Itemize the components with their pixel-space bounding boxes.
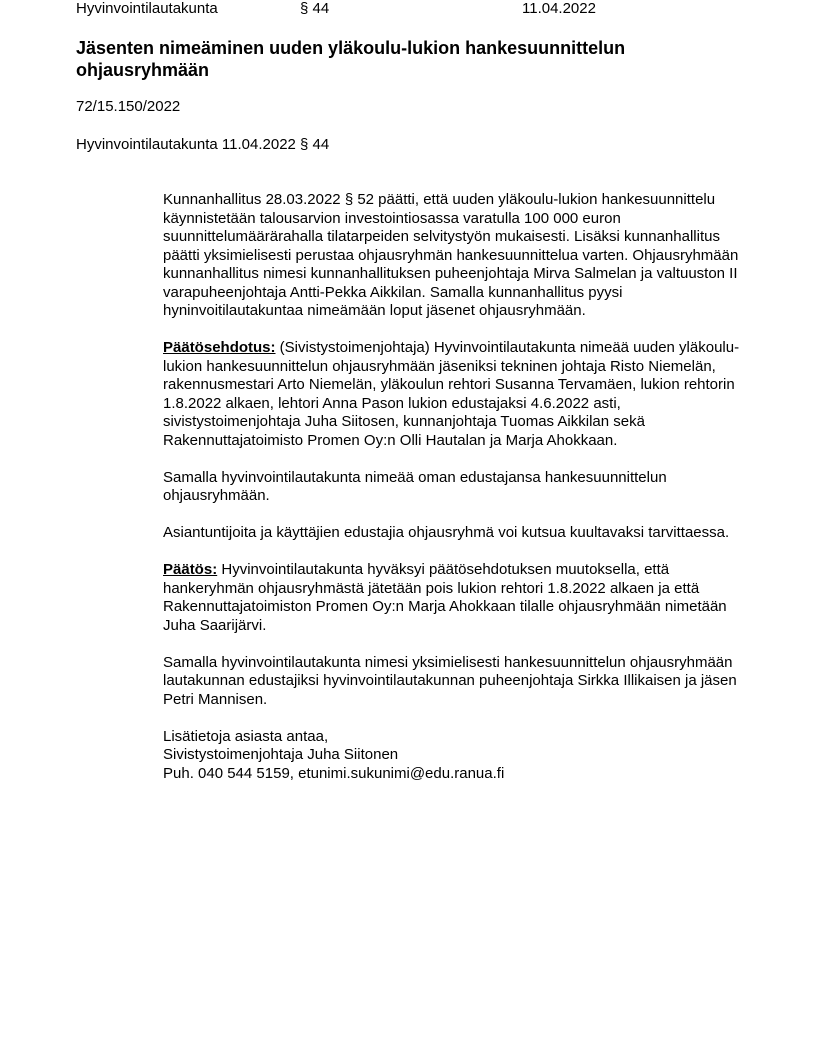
document-body [163,191,748,802]
contact-intro: Lisätietoja asiasta antaa, [163,727,329,745]
document-title: Jäsenten nimeäminen uuden yläkoulu-lukion hankesuunnittelun ohjausryhmään [76,38,626,80]
background-paragraph: Kunnanhallitus 28.03.2022 § 52 päätti, että uuden yläkoulu-lukion hankesuunnittelu käynnistetään talousarvion investointiosassa varatulla 100 000 euron suunnittelumäärärahalla tilatarpeiden selvitystyön mukaisesti. Lisäksi kunnanhallitus päätti yksimielisesti perustaa ohjausryhmän hankesuunnittelua varten. Ohjausryhmään kunnanhallitus nimesi kunnanhallituksen puheenjohtaja Mirva Salmelan ja valtuuston II varapuheenjohtaja Antti-Pekka Aikkilan. Samalla kunnanhallitus pyysi hyninvoitilautakuntaa nimeämään loput jäsenet ohjausryhmään. [163,191,739,319]
proposal-text: (Sivistystoimenjohtaja) Hyvinvointilautakunta nimeää uuden yläkoulu-lukion hankesuunnittelun ohjausryhmään jäseniksi tekninen johtaja Risto Niemelän, rakennusmestari Arto Niemelän, yläkoulun rehtori Susanna Tervamäen, lukion rehtorin 1.8.2022 alkaen, lehtori Anna Pason lukion edustajaksi 4.6.2022 asti, sivistystoimenjohtaja Juha Siitosen, kunnanjohtaja Tuomas Aikkilan sekä Rakennuttajatoimisto Promen Oy:n Olli Hautalan ja Marja Ahokkaan. [163,339,740,449]
proposal-extra-paragraph: Samalla hyvinvointilautakunta nimeää oman edustajansa hankesuunnittelun ohjausryhmään. [163,468,667,504]
contact-block [163,728,748,784]
proposal-paragraph [163,339,748,450]
meeting-line: Hyvinvointilautakunta 11.04.2022 § 44 [76,136,330,153]
header-section: § 44 [300,0,330,17]
decision-label: Päätös: [163,561,218,578]
proposal-label: Päätösehdotus: [163,339,276,356]
contact-details: Puh. 040 544 5159, etunimi.sukunimi@edu.ranua.fi [163,764,505,782]
contact-person: Sivistystoimenjohtaja Juha Siitonen [163,746,399,763]
page-header [0,0,816,20]
header-organization: Hyvinvointilautakunta [76,0,218,17]
decision-paragraph [163,561,748,635]
reference-number: 72/15.150/2022 [76,98,181,115]
experts-paragraph: Asiantuntijoita ja käyttäjien edustajia ohjausryhmä voi kutsua kuultavaksi tarvittaessa. [163,524,730,541]
header-date: 11.04.2022 [522,0,596,17]
decision-extra-paragraph: Samalla hyvinvointilautakunta nimesi yksimielisesti hankesuunnittelun ohjausryhmään lautakunnan edustajiksi hyvinvointilautakunnan puheenjohtaja Sirkka Illikaisen ja jäsen Petri Mannisen. [163,653,737,708]
decision-text: Hyvinvointilautakunta hyväksyi päätösehdotuksen muutoksella, että hankeryhmän ohjausryhmästä jätetään pois lukion rehtori 1.8.2022 alkaen ja että Rakennuttajatoimiston Promen Oy:n Marja Ahokkaan tilalle ohjausryhmään nimetään Juha Saarijärvi. [163,561,727,634]
